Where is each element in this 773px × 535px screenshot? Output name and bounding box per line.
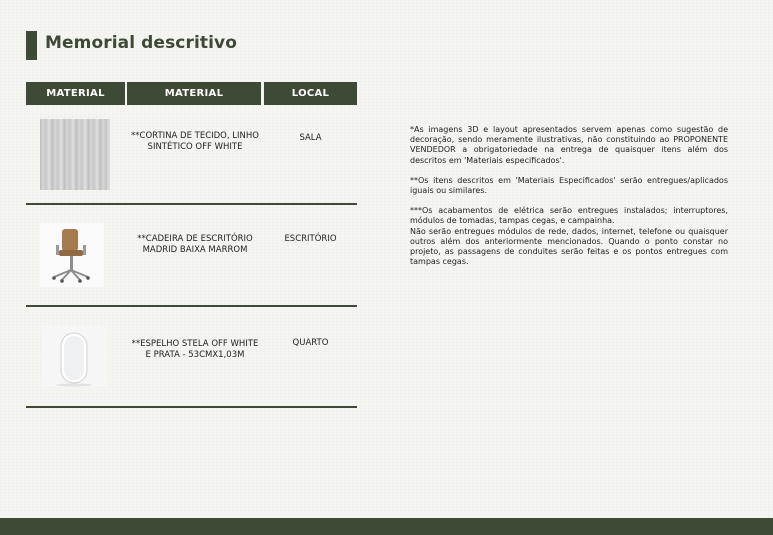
- table-header-material-name: MATERIAL: [127, 82, 261, 105]
- table-row-divider: [26, 203, 357, 205]
- table-header-local: LOCAL: [264, 82, 357, 105]
- table-row-material-name: **ESPELHO STELA OFF WHITE E PRATA - 53CMX1,03M: [131, 339, 259, 360]
- page-title: Memorial descritivo: [45, 33, 237, 53]
- curtain-image: [40, 119, 110, 190]
- note-paragraph-1: *As imagens 3D e layout apresentados servem apenas como sugestão de decoração, sendo meramente ilustrativas, não constituindo ao PROPONENTE VENDEDOR a obrigatoriedade na entrega de quaisquer itens além dos descritos em 'Materiais especificados'.: [410, 125, 728, 165]
- note-paragraph-3: ***Os acabamentos de elétrica serão entregues instalados; interruptores, módulos de tomadas, tampas cegas, e campainha. Não serão entregues módulos de rede, dados, internet, telefone ou quaisquer outros além dos anteriormente mencionados. Quando o ponto constar no projeto, as passagens de conduites serão feitas e os pontos entregues com tampas cegas.: [410, 206, 728, 267]
- table-row-material-name: **CADEIRA DE ESCRITÓRIO MADRID BAIXA MARROM: [137, 234, 253, 255]
- table-row-local: SALA: [299, 133, 322, 143]
- office-chair-image: [40, 223, 104, 287]
- title-accent-bar: [26, 31, 37, 60]
- table-row-divider: [26, 305, 357, 307]
- note-paragraph-2: **Os itens descritos em 'Materiais Especificados' serão entregues/aplicados iguais ou similares.: [410, 175, 728, 196]
- mirror-image: [42, 327, 107, 387]
- table-row-material-name: **CORTINA DE TECIDO, LINHO SINTÉTICO OFF WHITE: [131, 131, 259, 152]
- table-row-divider: [26, 406, 357, 408]
- table-header-material-image: MATERIAL: [26, 82, 125, 105]
- table-row-local: QUARTO: [292, 338, 329, 348]
- footer-bar: [0, 518, 773, 535]
- table-row-local: ESCRITÓRIO: [284, 234, 337, 244]
- notes-section: [410, 125, 728, 277]
